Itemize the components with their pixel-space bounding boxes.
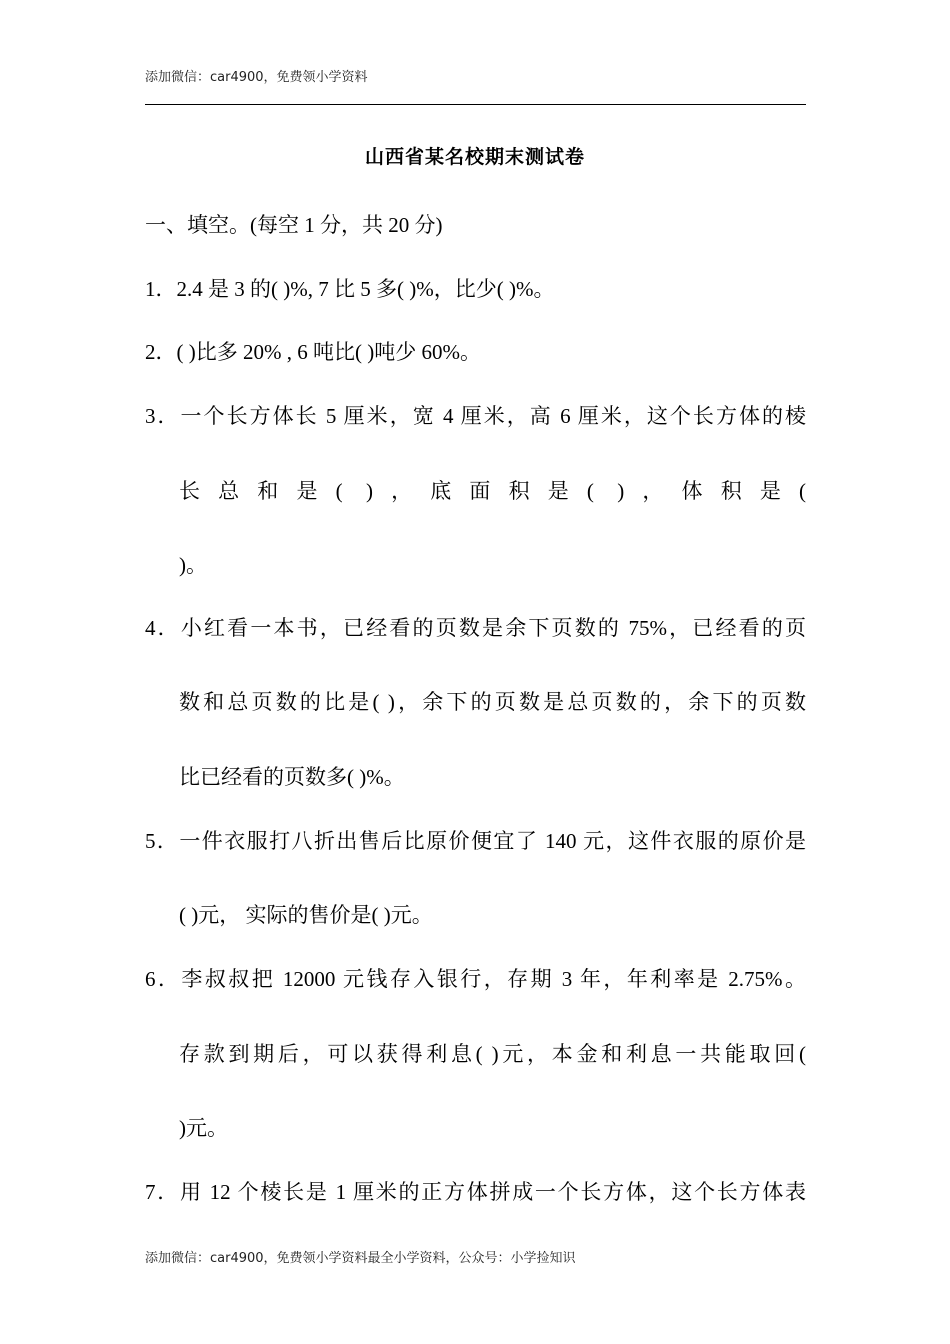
header-note: 添加微信：car4900，免费领小学资料 (145, 70, 368, 85)
question-line: 5．一件衣服打八折出售后比原价便宜了 140 元，这件衣服的原价是 (145, 829, 806, 853)
question-line: )元。 (179, 1116, 228, 1140)
question-line: 4．小红看一本书，已经看的页数是余下页数的 75%，已经看的页 (145, 616, 806, 640)
question-line: 6．李叔叔把 12000 元钱存入银行，存期 3 年，年利率是 2.75%。 (145, 967, 806, 991)
question-line: 存款到期后，可以获得利息( )元，本金和利息一共能取回( (179, 1042, 806, 1066)
question-line: 3．一个长方体长 5 厘米，宽 4 厘米，高 6 厘米，这个长方体的棱 (145, 404, 806, 428)
question-line: )。 (179, 553, 207, 577)
question-line: ( )元， 实际的售价是( )元。 (179, 903, 433, 927)
question-line: 数和总页数的比是( )，余下的页数是总页数的，余下的页数 (179, 690, 806, 714)
question-line: 比已经看的页数多( )%。 (179, 765, 405, 789)
question-line: 2．( )比多 20% , 6 吨比( )吨少 60%。 (145, 340, 481, 364)
header-rule (145, 104, 806, 105)
question-line: 7．用 12 个棱长是 1 厘米的正方体拼成一个长方体，这个长方体表 (145, 1180, 806, 1204)
question-line: 长总和是( )，底面积是( )，体积是( (179, 479, 806, 503)
footer-note: 添加微信：car4900，免费领小学资料最全小学资料，公众号：小学捡知识 (145, 1251, 576, 1266)
section-heading: 一、填空。(每空 1 分，共 20 分) (145, 213, 443, 237)
question-line: 1．2.4 是 3 的( )%, 7 比 5 多( )%，比少( )%。 (145, 277, 555, 301)
page-title: 山西省某名校期末测试卷 (364, 146, 585, 168)
